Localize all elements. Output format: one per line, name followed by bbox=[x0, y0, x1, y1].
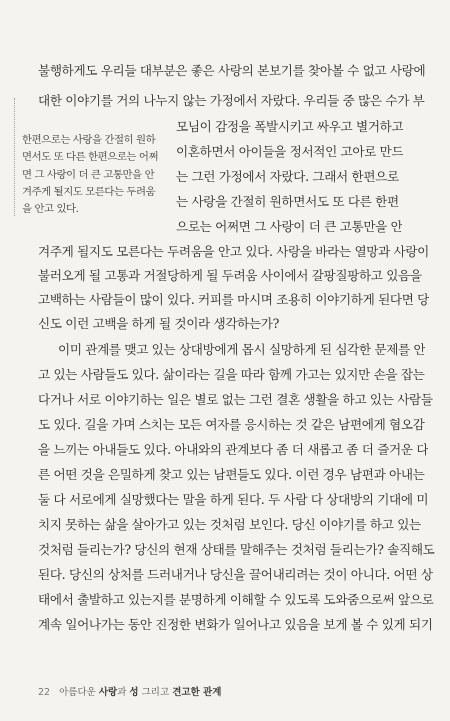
pull-quote-line: 면서도 또 다른 한편으로는 어쩌 bbox=[22, 151, 159, 164]
body-line: 이혼하면서 아이들을 정서적인 고아로 만드 bbox=[176, 144, 404, 159]
book-title-part: 아름다운 bbox=[59, 687, 99, 698]
body-line: 태에서 출발하고 있는지를 분명하게 이해할 수 있도록 도와줌으로써 앞으로 bbox=[38, 592, 434, 607]
body-line: 대한 이야기를 거의 나누지 않는 가정에서 자랐다. 우리들 중 많은 수가 부 bbox=[38, 93, 425, 108]
body-line: 고백하는 사람들이 많이 있다. 커피를 마시며 조용히 이야기하게 된다면 당 bbox=[38, 292, 429, 307]
body-line: 겨주게 될지도 모른다는 두려움을 안고 있다. 사랑을 바라는 열망과 사랑이 bbox=[38, 244, 429, 259]
body-line: 된다. 당신의 상처를 드러내거나 당신을 끌어내리려는 것이 아니다. 어떤 상 bbox=[38, 567, 433, 582]
body-line: 는 그런 가정에서 자랐다. 그래서 한편으로 bbox=[176, 169, 399, 184]
body-line: 으로는 어쩌면 그 사랑이 더 큰 고통만을 안 bbox=[176, 219, 403, 234]
page-number: 22 bbox=[38, 687, 51, 698]
book-title-part: 사랑 bbox=[98, 687, 118, 698]
book-title-part: 그리고 bbox=[138, 687, 173, 698]
pull-quote-line: 한편으로는 사랑을 간절히 원하 bbox=[22, 134, 156, 146]
body-line: 둘 다 서로에게 실망했다는 말을 하게 된다. 두 사람 다 상대방의 기대에 미 bbox=[38, 492, 429, 507]
body-line: 모님이 감정을 폭발시키고 싸우고 별거하고 bbox=[176, 119, 404, 134]
body-line: 도 있다. 길을 가며 스치는 모든 여자를 응시하는 것 같은 남편에게 혐오감 bbox=[38, 417, 425, 432]
body-line: 치지 못하는 삶을 살아가고 있는 것처럼 보인다. 당신 이야기를 하고 있는 bbox=[38, 517, 421, 532]
body-line: 이미 관계를 맺고 있는 상대방에게 몹시 실망하게 된 심각한 문제를 안 bbox=[58, 342, 426, 357]
pull-quote-line: 겨주게 될지도 모른다는 두려움 bbox=[22, 185, 156, 198]
running-footer bbox=[38, 684, 221, 698]
body-line: 것처럼 들리는가? 당신의 현재 상태를 말해주는 것처럼 들리는가? 솔직해도 bbox=[38, 542, 435, 557]
pull-quote-rule bbox=[14, 98, 16, 216]
body-line: 불행하게도 우리들 대부분은 좋은 사랑의 본보기를 찾아볼 수 없고 사랑에 bbox=[38, 63, 426, 78]
body-line: 계속 일어나가는 동안 진정한 변화가 일어나고 있음을 보게 볼 수 있게 되기 bbox=[38, 617, 433, 632]
body-line: 을 느끼는 아내들도 있다. 아내와의 관계보다 좀 더 새롭고 좀 더 즐거운 다 bbox=[38, 442, 429, 457]
book-title-part: 과 bbox=[117, 687, 130, 698]
book-title-part: 성 bbox=[129, 687, 139, 698]
body-line: 는 사랑을 간절히 원하면서도 또 다른 한편 bbox=[176, 194, 399, 209]
pull-quote bbox=[22, 132, 188, 218]
pull-quote-line: 을 안고 있다. bbox=[22, 203, 79, 216]
body-line: 신도 이런 고백을 하게 될 것이라 생각하는가? bbox=[38, 316, 280, 331]
body-line: 불러오게 될 고통과 거절당하게 될 두려움 사이에서 갈팡질팡하고 있음을 bbox=[38, 268, 422, 283]
body-line: 고 있는 사람들도 있다. 삶이라는 길을 따라 함께 가고는 있지만 손을 잡는 bbox=[38, 367, 425, 382]
pull-quote-line: 면 그 사랑이 더 큰 고통만을 안 bbox=[22, 168, 155, 181]
body-line: 른 어떤 것을 은밀하게 찾고 있는 남편들도 있다. 이런 경우 남편과 아내는 bbox=[38, 467, 425, 482]
book-title-part: 견고한 관계 bbox=[172, 687, 222, 698]
body-line: 다거나 서로 이야기하는 일은 별로 없는 그런 결혼 생활을 하고 있는 사람들 bbox=[38, 392, 433, 407]
